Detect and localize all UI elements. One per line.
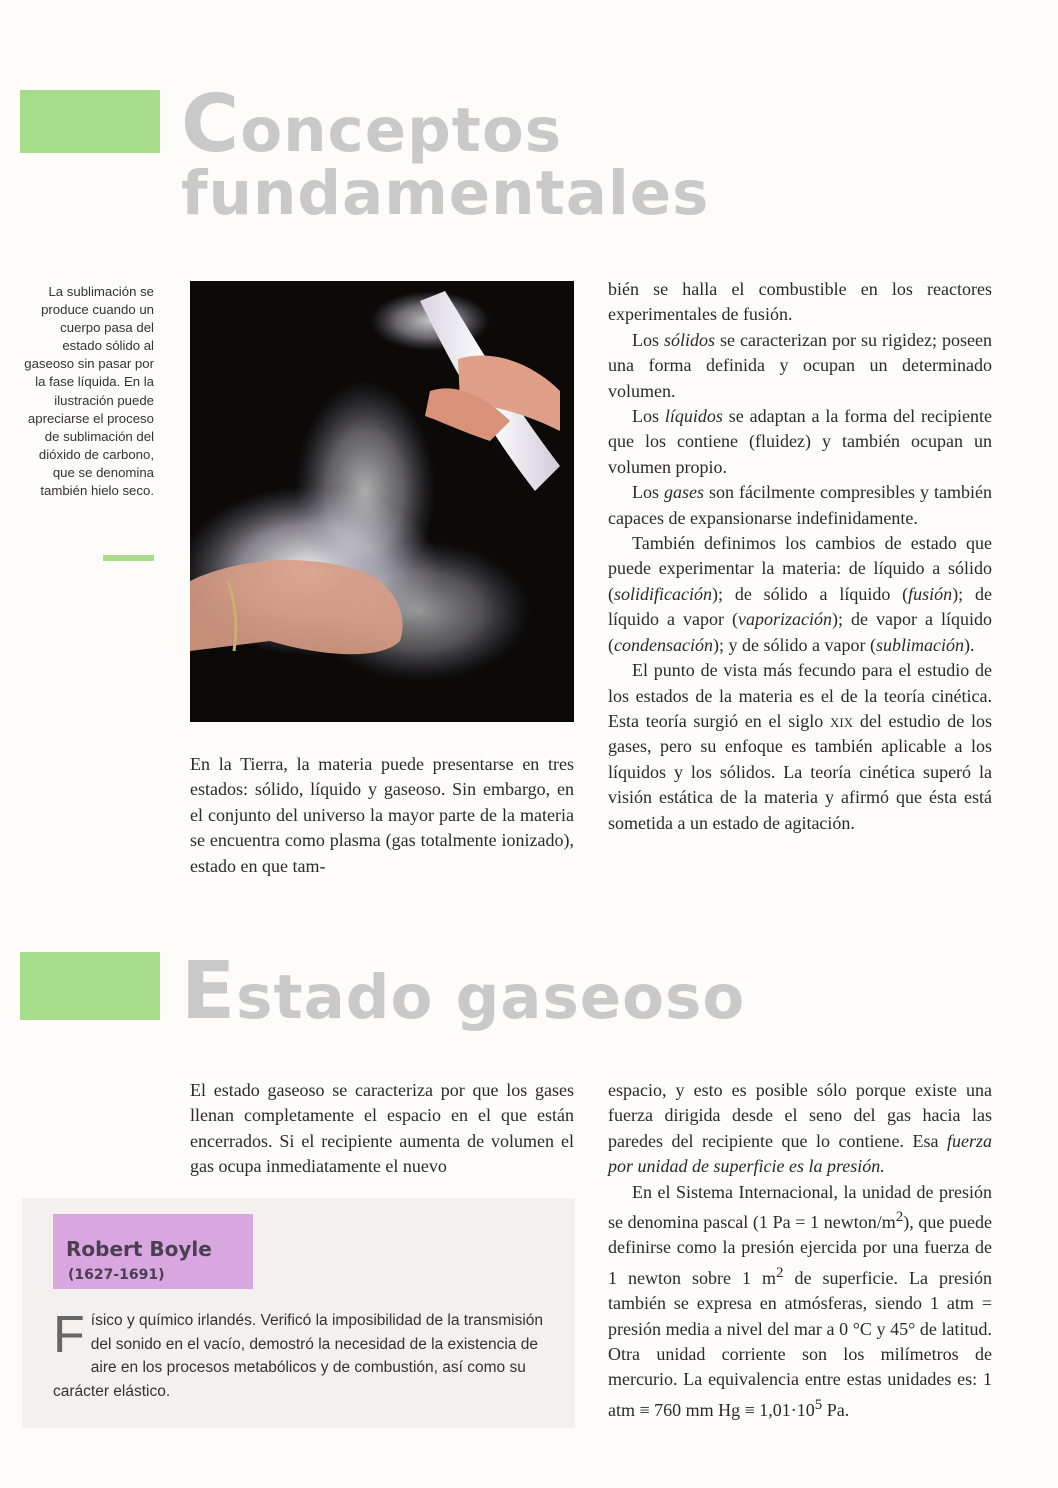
pressure-definition: fuerza por unidad de superficie es la presión. [608, 1130, 992, 1177]
biography-body: ísico y químico irlandés. Verificó la imposibilidad de la transmisión del sonido en el vacío, demostró la necesidad de la existencia de aire en los procesos metabólicos y de combustión, así como su carácter elástico. [53, 1312, 544, 1400]
states-column [608, 277, 992, 836]
paragraph-gases [608, 480, 992, 531]
intro-paragraph [190, 752, 574, 879]
paragraph-pressure [608, 1078, 992, 1180]
text: se adaptan a la forma del recipiente que los contiene (fluidez) y también ocupan un volumen propio. [608, 406, 992, 477]
paragraph-kinetic-theory [608, 658, 992, 836]
text: Los [632, 329, 665, 350]
pressure-column [608, 1078, 992, 1423]
heading-accent-block [20, 90, 160, 153]
intro-text: En la Tierra, la materia puede presentarse en tres estados: sólido, líquido y gaseoso. Sin embargo, en el conjunto del universo la mayor parte de la materia se encuentra como plasma (gas totalmente ionizado), estado en que tam- [190, 754, 574, 876]
title-initial: C [181, 77, 241, 170]
biography-dates: (1627-1691) [68, 1267, 165, 1283]
photo-illustration [190, 281, 574, 722]
text: espacio, y esto es posible sólo porque existe una fuerza dirigida desde el seno del gas hacia las paredes del recipiente que lo contiene. Esa [608, 1080, 992, 1151]
title-initial: E [181, 944, 237, 1037]
superscript: 5 [814, 1396, 823, 1413]
title-rest: onceptos [240, 95, 563, 166]
paragraph-state-changes [608, 531, 992, 658]
text: También definimos los cambios de estado que puede experimentar la materia: de líquido a sólido ( [608, 533, 992, 604]
text: se caracterizan por su rigidez; poseen una forma definida y ocupan un determinado volumen. [608, 329, 992, 401]
term-vaporizacion: vaporización [738, 609, 832, 630]
text: ); y de sólido a vapor ( [712, 634, 876, 655]
paragraph-liquids [608, 404, 992, 480]
caption-accent-bar [103, 555, 154, 561]
superscript: 2 [895, 1209, 904, 1226]
text: del estudio de los gases, pero su enfoque es también aplicable a los líquidos y los sólidos. La teoría cinética superó la visión estática de la materia y afirmó que ésta está sometida a un estado de agitación. [608, 710, 992, 833]
text: ). [963, 634, 975, 655]
term-liquidos: líquidos [664, 406, 723, 427]
paragraph-solids [608, 328, 992, 404]
paragraph-units [608, 1180, 992, 1424]
photo-caption: La sublimación se produce cuando un cuerpo pasa del estado sólido al gaseoso sin pasar por la fase líquida. En la ilustración puede apreciarse el proceso de sublimación del dióxido de carbono, que se denomina también hielo seco. [24, 284, 154, 499]
term-solidos: sólidos [664, 329, 716, 350]
text: Los [632, 406, 665, 427]
text: Pa. [822, 1399, 850, 1420]
paragraph-fusion: bién se halla el combustible en los reactores experimentales de fusión. [608, 279, 992, 325]
text: ); de sólido a líquido ( [712, 583, 909, 604]
text: ); de vapor a líquido ( [608, 609, 992, 655]
text: de superficie. La presión también se expresa en atmósferas, siendo 1 atm = presión media a nivel del mar a 0 °C y 45° de latitud. Otra unidad corriente son los milímetros de mercurio. La equivalencia entre estas unidades es: 1 atm ≡ 760 mm Hg ≡ 1,01·10 [608, 1267, 992, 1420]
term-fusion: fusión [908, 583, 953, 604]
title-rest: stado gaseoso [236, 962, 746, 1033]
section-title-conceptos [181, 77, 710, 230]
superscript: 2 [776, 1264, 784, 1281]
term-sublimacion: sublimación [875, 634, 964, 655]
heading-accent-block [20, 952, 160, 1020]
term-condensacion: condensación [614, 634, 713, 655]
text: son fácilmente compresibles y también capaces de expansionarse indefinidamente. [608, 482, 992, 528]
text: ); de líquido a vapor ( [608, 583, 993, 630]
term-solidificacion: solidificación [614, 583, 712, 604]
text: Los [632, 482, 665, 503]
title-line2: fundamentales [181, 158, 710, 230]
biography-text [53, 1306, 545, 1403]
term-gases: gases [664, 482, 705, 503]
sublimation-photo [190, 281, 574, 722]
section-title-estado-gaseoso [181, 944, 746, 1037]
text: En el Sistema Internacional, la unidad de presión se denomina pascal (1 Pa = 1 newton/m [608, 1181, 992, 1233]
gas-intro-text: El estado gaseoso se caracteriza por que los gases llenan completamente el espacio en el que están encerrados. Si el recipiente aumenta de volumen el gas ocupa inmediatamente el nuevo [190, 1080, 574, 1177]
century-numeral: xix [830, 710, 854, 731]
biography-name: Robert Boyle [66, 1237, 212, 1261]
dropcap: F [53, 1306, 85, 1364]
gas-intro-paragraph [190, 1078, 574, 1180]
text: El punto de vista más fecundo para el estudio de los estados de la materia es el de la teoría cinética. Esta teoría surgió en el siglo [608, 660, 992, 731]
text: ), que puede definirse como la presión ejercida por una fuerza de 1 newton sobre 1 m [608, 1212, 992, 1288]
